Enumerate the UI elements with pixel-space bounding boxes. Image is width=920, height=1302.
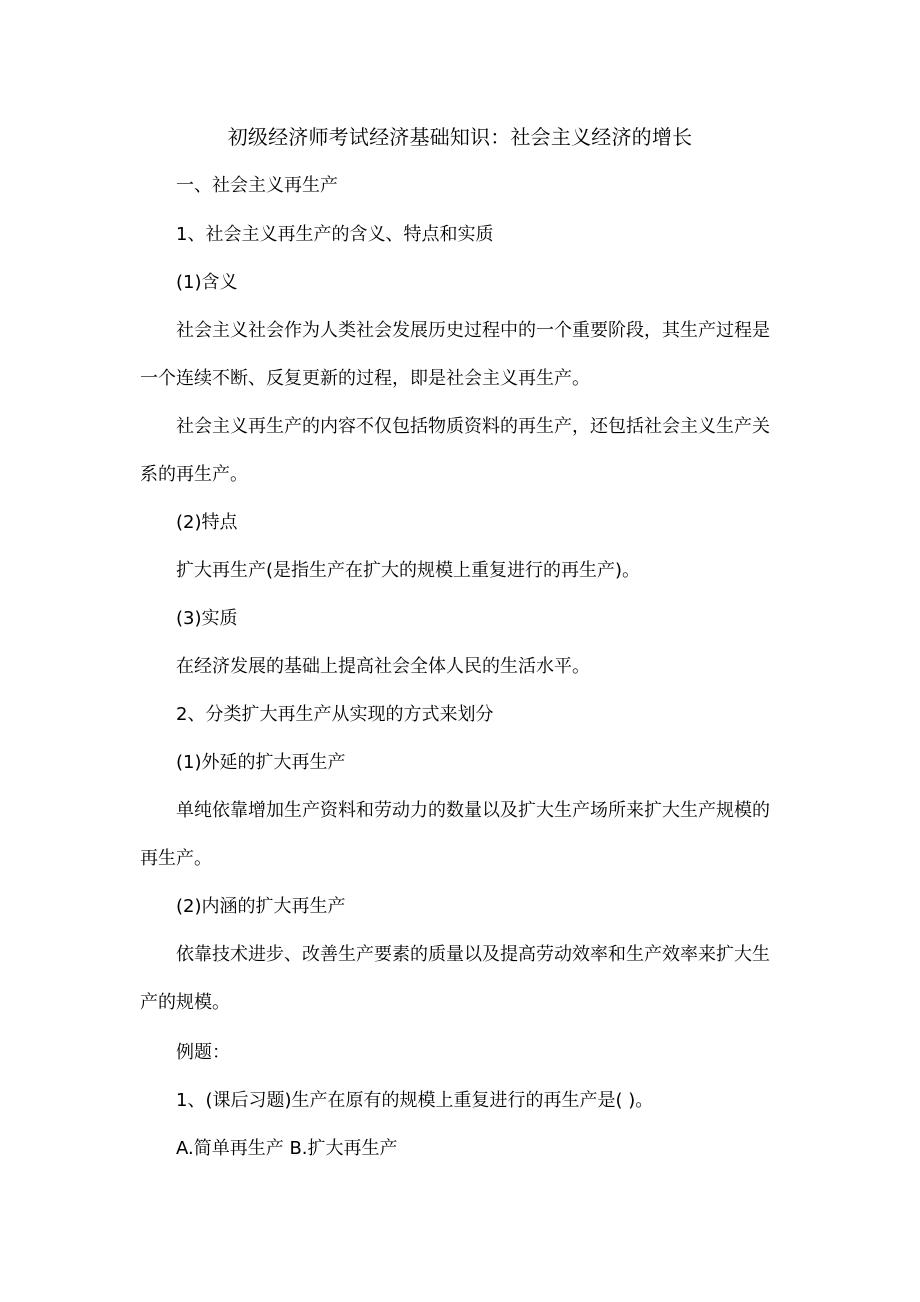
- paragraph-line: 系的再生产。: [140, 464, 248, 485]
- item-heading: (1)含义: [176, 272, 238, 293]
- example-heading: 例题：: [176, 1042, 230, 1063]
- paragraph-line: 一个连续不断、反复更新的过程，即是社会主义再生产。: [140, 368, 590, 389]
- subsection-heading: 1、社会主义再生产的含义、特点和实质: [176, 224, 494, 245]
- paragraph-line: 再生产。: [140, 848, 212, 869]
- paragraph-line: 扩大再生产(是指生产在扩大的规模上重复进行的再生产)。: [176, 560, 641, 581]
- paragraph-line: 社会主义再生产的内容不仅包括物质资料的再生产，还包括社会主义生产关: [176, 416, 770, 437]
- section-heading: 一、社会主义再生产: [176, 175, 338, 196]
- paragraph-line: 单纯依靠增加生产资料和劳动力的数量以及扩大生产场所来扩大生产规模的: [176, 800, 770, 821]
- answer-options: A.简单再生产 B.扩大再生产: [176, 1138, 398, 1159]
- paragraph-line: 社会主义社会作为人类社会发展历史过程中的一个重要阶段，其生产过程是: [176, 320, 770, 341]
- subsection-heading: 2、分类扩大再生产从实现的方式来划分: [176, 704, 494, 725]
- question-line: 1、(课后习题)生产在原有的规模上重复进行的再生产是( )。: [176, 1090, 654, 1111]
- item-heading: (2)特点: [176, 512, 238, 533]
- document-title: 初级经济师考试经济基础知识：社会主义经济的增长: [227, 125, 693, 149]
- paragraph-line: 在经济发展的基础上提高社会全体人民的生活水平。: [176, 656, 590, 677]
- item-heading: (3)实质: [176, 608, 238, 629]
- item-heading: (1)外延的扩大再生产: [176, 752, 346, 773]
- paragraph-line: 产的规模。: [140, 992, 230, 1013]
- paragraph-line: 依靠技术进步、改善生产要素的质量以及提高劳动效率和生产效率来扩大生: [176, 944, 770, 965]
- item-heading: (2)内涵的扩大再生产: [176, 896, 346, 917]
